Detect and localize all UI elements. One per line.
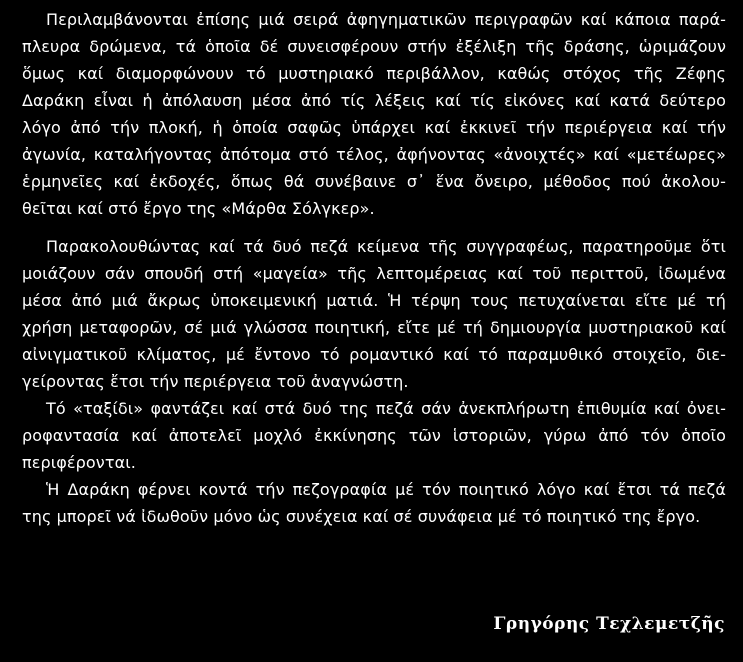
text-line: Δαράκη εἶναι ἡ ἀπόλαυση μέσα ἀπό τίς λέξεις καί τίς εἰκόνες καί κατά δεύτερο bbox=[22, 91, 726, 110]
paragraph-3 bbox=[22, 395, 726, 476]
text-line: πλευρα δρώμενα, τά ὁποῖα δέ συνεισφέρουν στήν ἐξέλιξη τῆς δράσης, ὡριμάζουν bbox=[22, 37, 726, 56]
body-text bbox=[22, 6, 726, 530]
paragraph-gap bbox=[22, 222, 726, 233]
text-line: Περιλαμβάνονται ἐπίσης μιά σειρά ἀφηγηματικῶν περιγραφῶν καί κάποια παρά- bbox=[46, 10, 726, 29]
text-line: χρήση μεταφορῶν, σέ μιά γλώσσα ποιητική, εἴτε μέ τή δημιουργία μυστηριακοῦ καί bbox=[22, 318, 726, 337]
text-line: μέσα ἀπό μιά ἄκρως ὑποκειμενική ματιά. Ἡ τέρψη τους πετυχαίνεται εἴτε μέ τή bbox=[22, 291, 726, 310]
text-line: Παρακολουθώντας καί τά δυό πεζά κείμενα τῆς συγγραφέως, παρατηροῦμε ὅτι bbox=[46, 237, 726, 256]
text-line: μοιάζουν σάν σπουδή στή «μαγεία» τῆς λεπτομέρειας καί τοῦ περιττοῦ, ἰδωμένα bbox=[22, 264, 726, 283]
text-line: γείροντας ἔτσι τήν περιέργεια τοῦ ἀναγνώστη. bbox=[22, 372, 409, 391]
text-line: Ἡ Δαράκη φέρνει κοντά τήν πεζογραφία μέ τόν ποιητικό λόγο καί ἔτσι τά πεζά bbox=[46, 480, 726, 499]
text-line: περιφέρονται. bbox=[22, 453, 136, 472]
paragraph-1 bbox=[22, 6, 726, 222]
text-line: αἰνιγματικοῦ κλίματος, μέ ἔντονο τό ρομαντικό καί τό παραμυθικό στοιχεῖο, διε- bbox=[22, 345, 726, 364]
text-line: ἀγωνία, καταλήγοντας ἀπότομα στό τέλος, ἀφήνοντας «ἀνοιχτές» καί «μετέωρες» bbox=[22, 145, 726, 164]
text-line: ἑρμηνεῖες καί ἐκδοχές, ὅπως θά συνέβαινε σ᾽ ἕνα ὄνειρο, μέθοδος πού ἀκολου- bbox=[22, 172, 726, 191]
text-line: λόγο ἀπό τήν πλοκή, ἡ ὁποία σαφῶς ὑπάρχει καί ἐκκινεῖ τήν περιέργεια καί τήν bbox=[22, 118, 726, 137]
text-line: Τό «ταξίδι» φαντάζει καί στά δυό της πεζά σάν ἀνεκπλήρωτη ἐπιθυμία καί ὀνει- bbox=[46, 399, 726, 418]
text-line: ροφαντασία καί ἀποτελεῖ μοχλό ἐκκίνησης τῶν ἱστοριῶν, γύρω ἀπό τόν ὁποῖο bbox=[22, 426, 726, 445]
paragraph-2 bbox=[22, 233, 726, 395]
text-line: θεῖται καί στό ἔργο της «Μάρθα Σόλγκερ». bbox=[22, 199, 375, 218]
paragraph-4 bbox=[22, 476, 726, 530]
text-line: ὅμως καί διαμορφώνουν τό μυστηριακό περιβάλλον, καθώς στόχος τῆς Ζέφης bbox=[22, 64, 726, 83]
text-line: της μπορεῖ νά ἰδωθοῦν μόνο ὡς συνέχεια καί σέ συνάφεια μέ τό ποιητικό της ἔργο. bbox=[22, 507, 701, 526]
author-signature: Γρηγόρης Τεχλεμετζῆς bbox=[493, 614, 725, 634]
